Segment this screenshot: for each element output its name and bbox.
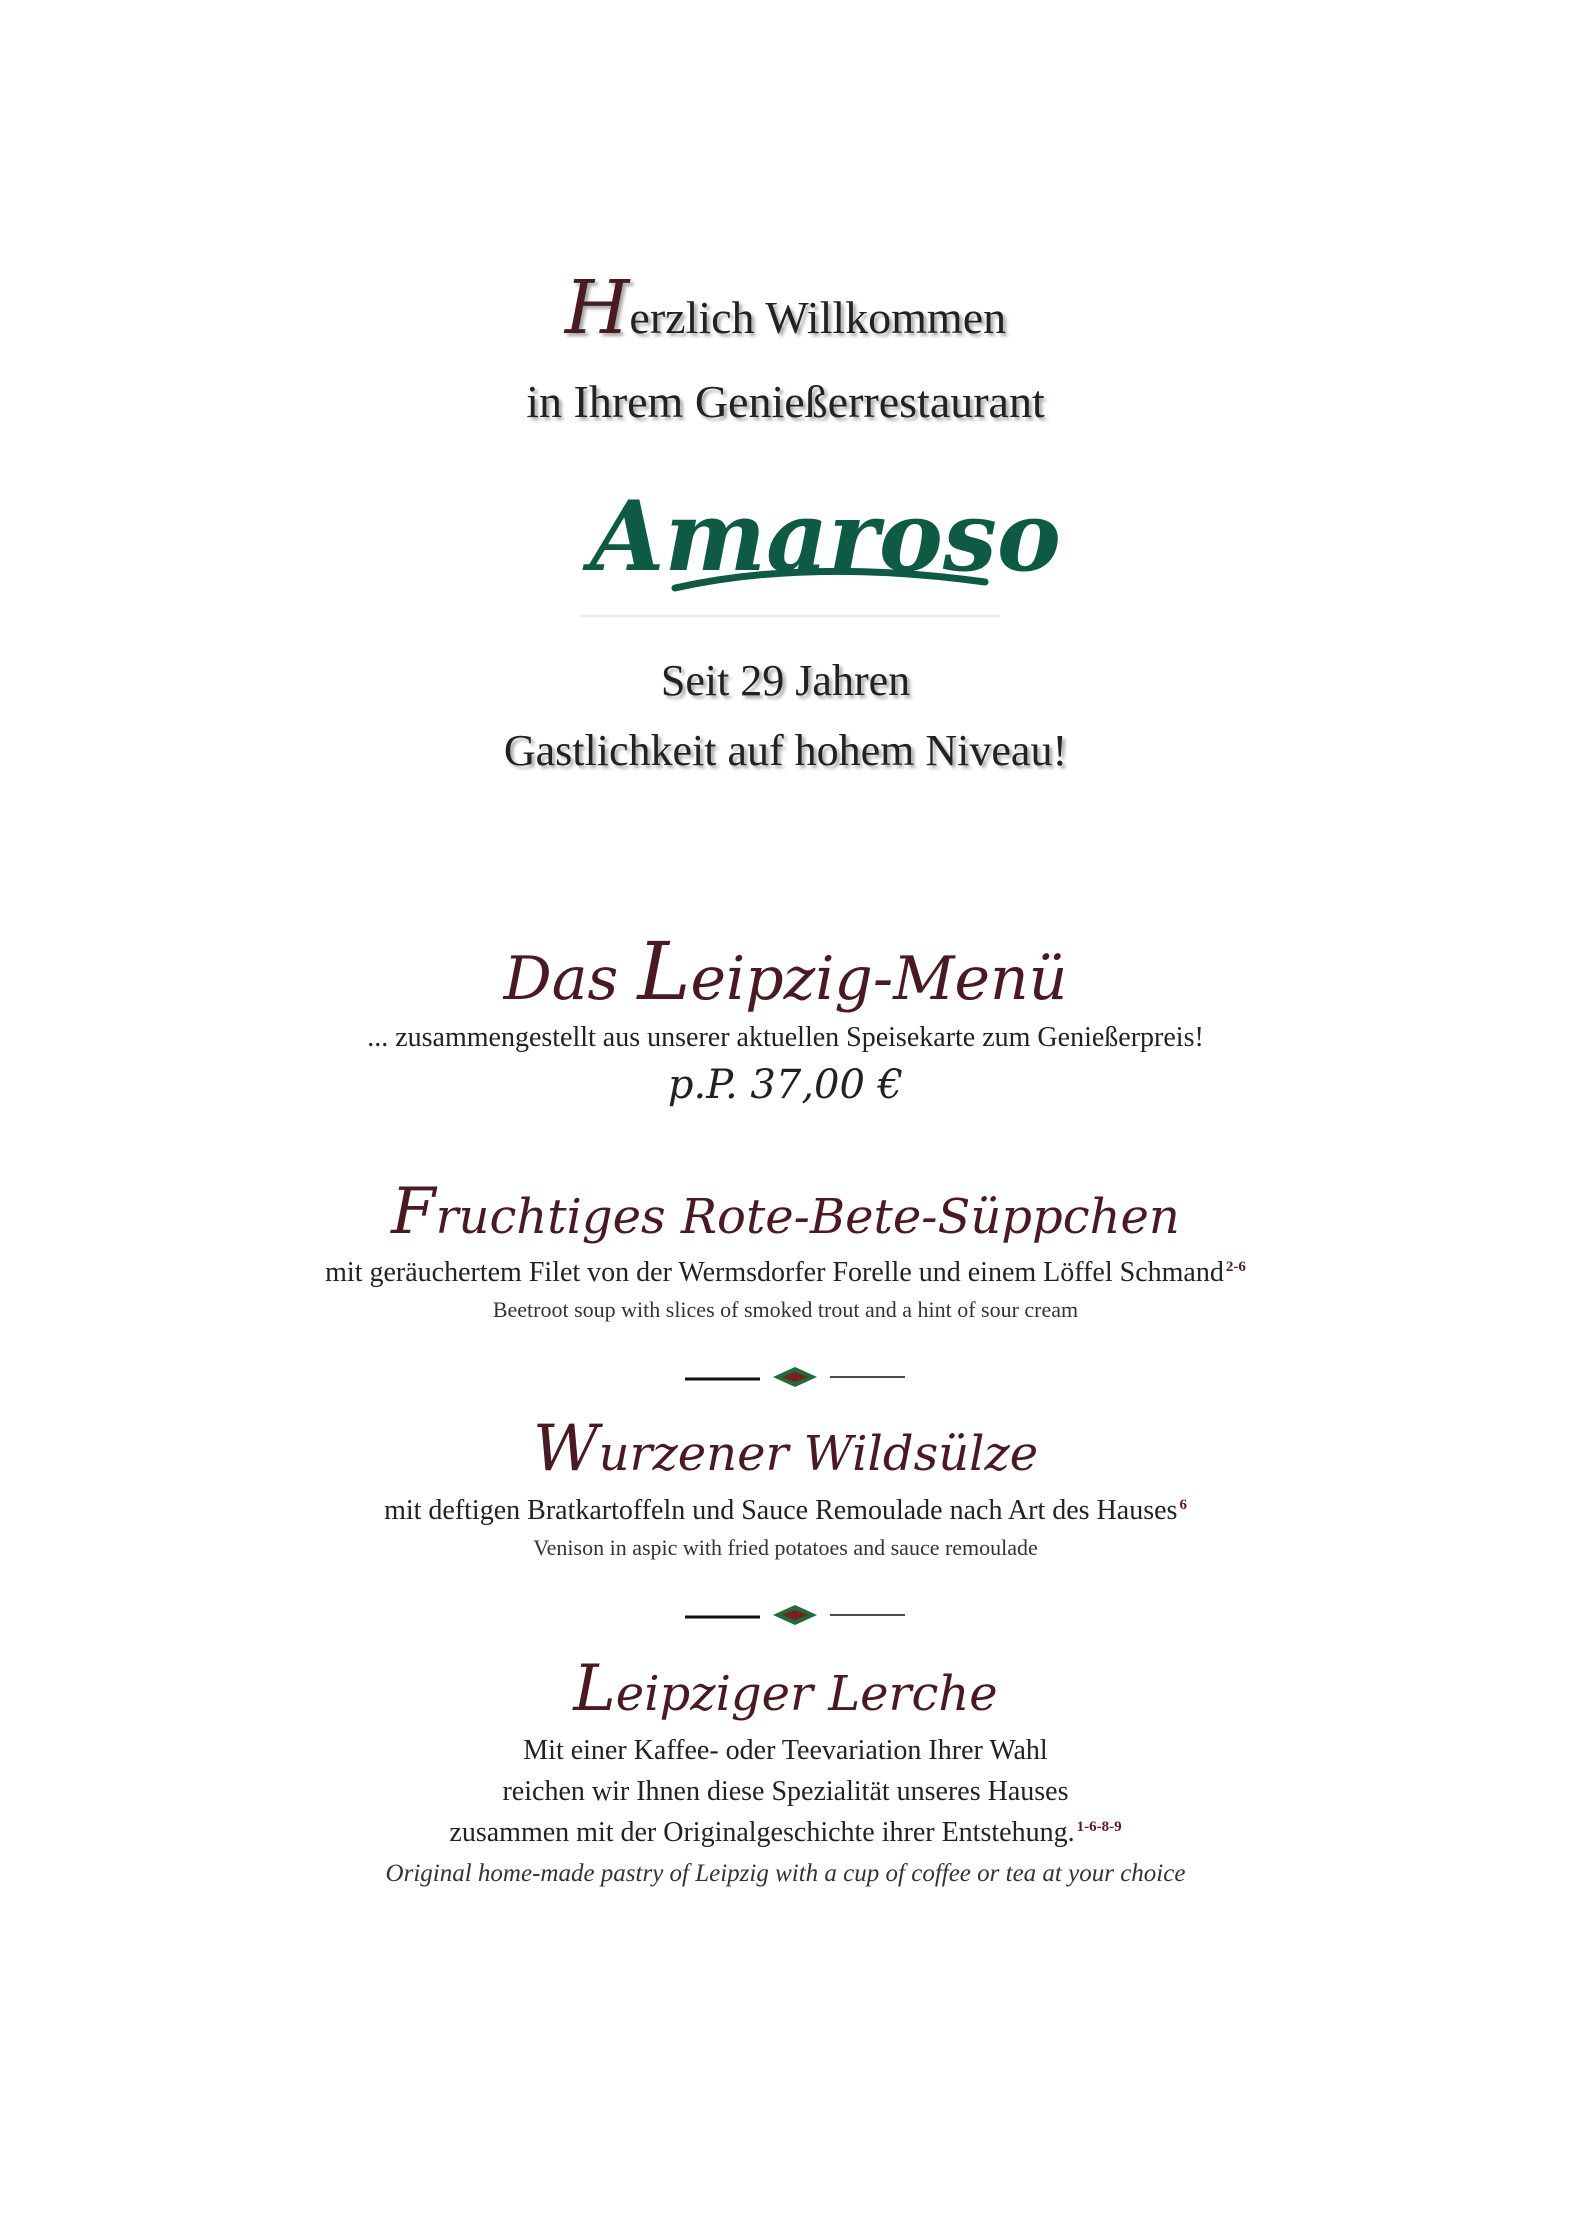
- ornament-divider: [685, 1600, 905, 1630]
- menu-description: ... zusammengestellt aus unserer aktuellen Speisekarte zum Genießerpreis!: [367, 1022, 1204, 1053]
- dish-description-line: [0, 1817, 1571, 1849]
- dish-description-en: Beetroot soup with slices of smoked trout and a hint of sour cream: [492, 1297, 1079, 1322]
- dish-description-de: [0, 1495, 1571, 1527]
- dish-description-text: mit deftigen Bratkartoffeln und Sauce Remoulade nach Art des Hauses: [384, 1495, 1178, 1526]
- dish-description-en: Venison in aspic with fried potatoes and sauce remoulade: [533, 1535, 1038, 1560]
- dish-description-text: zusammen mit der Originalgeschichte ihrer Entstehung.: [449, 1817, 1075, 1848]
- dish-title-initial: L: [573, 1652, 616, 1726]
- dish-title-initial: F: [391, 1175, 436, 1249]
- amaroso-logo: [580, 470, 1061, 620]
- since-text: Seit 29 Jahren: [660, 656, 911, 705]
- menu-title-prefix: Das: [503, 944, 638, 1014]
- dish-title: [0, 1652, 1571, 1726]
- dish-title-rest: ruchtiges Rote-Bete-Süppchen: [435, 1189, 1180, 1245]
- logo-wordmark: Amaroso: [590, 480, 1061, 593]
- welcome-initial: H: [564, 265, 630, 351]
- dish-title-initial: W: [532, 1412, 599, 1486]
- allergen-note: 1-6-8-9: [1076, 1818, 1122, 1835]
- allergen-note: 6: [1179, 1496, 1187, 1513]
- menu-title-initial: L: [637, 925, 691, 1018]
- welcome-heading: [0, 265, 1571, 351]
- ornament-divider: [685, 1362, 905, 1392]
- menu-title-rest: eipzig-Menü: [690, 944, 1068, 1014]
- dish-title-rest: eipziger Lerche: [615, 1666, 998, 1722]
- tagline-text: Gastlichkeit auf hohem Niveau!: [503, 726, 1068, 775]
- dish-description-line: reichen wir Ihnen diese Spezialität unseres Hauses: [502, 1776, 1069, 1807]
- dish-description-en: Original home-made pastry of Leipzig with a cup of coffee or tea at your choice: [385, 1860, 1186, 1887]
- dish-description-text: mit geräuchertem Filet von der Wermsdorfer Forelle und einem Löffel Schmand: [325, 1257, 1224, 1288]
- menu-title: [0, 925, 1571, 1018]
- welcome-subtitle: in Ihrem Genießerrestaurant: [526, 376, 1045, 427]
- dish-description-de: [0, 1257, 1571, 1289]
- dish-title: [0, 1175, 1571, 1249]
- dish-title: [0, 1412, 1571, 1486]
- allergen-note: 2-6: [1225, 1258, 1246, 1275]
- dish-title-rest: urzener Wildsülze: [598, 1426, 1039, 1482]
- welcome-text: erzlich Willkommen: [629, 292, 1007, 343]
- dish-description-line: Mit einer Kaffee- oder Teevariation Ihrer Wahl: [523, 1735, 1048, 1766]
- menu-price: p.P. 37,00 €: [667, 1062, 904, 1108]
